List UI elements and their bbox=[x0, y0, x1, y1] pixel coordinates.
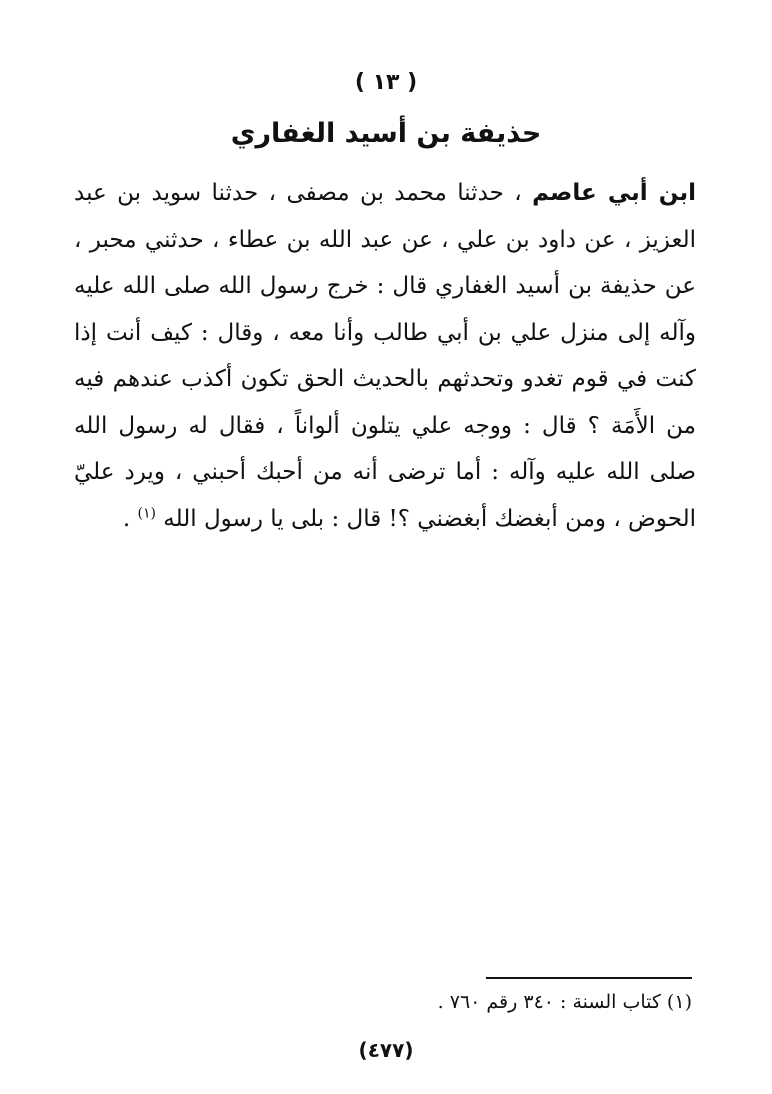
hadith-text bbox=[74, 170, 696, 542]
footnote-divider bbox=[486, 977, 692, 979]
hadith-body: ، حدثنا محمد بن مصفى ، حدثنا سويد بن عبد العزيز ، عن داود بن علي ، عن عبد الله بن عطاء ، حدثني محبر ، عن حذيفة بن أسيد الغفاري قال : خرج رسول الله صلى الله عليه وآله إلى منزل علي بن أبي طالب وأنا معه ، وقال : كيف أنت إذا كنت في قوم تغدو وتحدثهم بالحديث الحق تكون أكذب عندهم فيه من الأَمَة ؟ قال : ووجه علي يتلون ألواناً ، فقال له رسول الله صلى الله عليه وآله : أما ترضى أنه من أحبك أحبني ، ويرد عليّ الحوض ، ومن أبغضك أبغضني ؟! قال : بلى يا رسول الله bbox=[74, 180, 696, 532]
section-title: حذيفة بن أسيد الغفاري bbox=[230, 118, 542, 149]
footnote-reference[interactable]: (١) bbox=[137, 504, 156, 521]
footnote: (١) كتاب السنة : ٣٤٠ رقم ٧٦٠ . bbox=[437, 991, 692, 1013]
section-number: ( ١٣ ) bbox=[354, 70, 418, 95]
closing-punctuation: . bbox=[122, 505, 138, 532]
page-number: (٤٧٧) bbox=[358, 1038, 414, 1062]
narrator-name: ابن أبي عاصم bbox=[532, 180, 696, 206]
